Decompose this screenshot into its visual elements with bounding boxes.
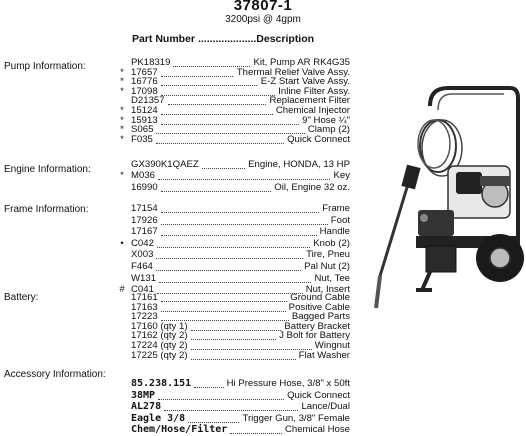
leader-dots [191,340,312,350]
part-number: 17098 [131,85,158,97]
leader-dots [161,311,289,321]
part-row [117,401,350,413]
part-description: Trigger Gun, 3/8" Female [242,412,350,424]
leader-dots [161,226,317,236]
part-description: Battery Bracket [284,320,350,332]
part-description: Positive Cable [288,301,350,313]
part-description: Hi Pressure Hose, 3/8" x 50ft [226,378,350,389]
part-number: Chem/Hose/Filter [131,424,228,436]
part-number: 17225 (qty 2) [131,349,188,361]
row-marker: * [120,114,124,126]
leader-dots [161,105,273,115]
part-description: Chemical Injector [275,105,350,116]
part-row [117,413,350,425]
part-number: 17162 (qty 2) [131,330,188,342]
part-description: Flat Washer [298,349,350,361]
leader-dots [191,350,296,360]
part-description: Replacement Filter [269,95,350,107]
part-row [117,390,350,402]
leader-dots [156,249,303,259]
part-number: 17154 [131,203,158,214]
leader-dots [173,57,249,67]
part-description: Frame [322,203,350,214]
section-label: Pump Information: [4,61,86,72]
model-number: 37807-1 [233,0,293,14]
part-description: Wingnut [314,340,350,351]
part-description: Inline Filter Assy. [278,85,350,97]
leader-dots [161,115,299,125]
part-number: 15124 [131,105,158,116]
leader-dots [159,273,311,283]
row-marker: * [120,85,124,97]
part-row [117,238,350,250]
leader-dots [156,124,304,134]
part-description: Clamp (2) [307,124,350,136]
leader-dots [161,215,328,225]
part-description: Nut, Tee [314,272,350,284]
part-description: Foot [330,214,350,226]
section-label: Accessory Information: [4,369,106,380]
part-number: 17223 [131,311,158,323]
part-row [117,159,350,171]
part-row [117,273,350,285]
part-description: 9" Hose ¼" [302,114,350,126]
part-description: Thermal Relief Valve Assy. [236,66,350,78]
part-description: E-Z Start Valve Assy. [260,76,350,88]
leader-dots [157,238,310,248]
part-description: Oil, Engine 32 oz. [274,181,350,193]
part-number: F464 [131,261,153,272]
part-description: Bagged Parts [291,311,350,323]
row-marker: * [120,76,124,88]
section-label: Engine Information: [4,164,91,175]
part-description: Knob (2) [313,237,350,249]
part-number: 16776 [131,76,158,88]
part-number: C041 [131,284,154,296]
leader-dots [191,330,277,340]
section-label: Frame Information: [4,204,89,215]
part-row [117,350,350,362]
leader-dots [158,390,284,400]
leader-dots [161,67,234,77]
leader-dots [191,321,282,331]
part-number: 16990 [131,181,158,193]
part-number-header: Part Number [132,33,196,45]
part-description: Key [333,170,350,182]
part-number: 17163 [131,301,158,313]
row-marker: * [120,124,124,136]
row-marker: * [120,105,124,116]
part-row [117,170,350,182]
part-description: Quick Connect [287,133,350,145]
row-marker: * [120,133,124,145]
part-number: D21357 [131,95,165,107]
part-description: Ground Cable [290,292,350,303]
part-description: J Bolt for Battery [279,330,350,342]
part-number: F035 [131,133,153,145]
description-header: Description [256,33,315,45]
part-number: 17224 (qty 2) [131,340,188,351]
part-number: 15913 [131,114,158,126]
part-description: Quick Connect [287,389,350,401]
leader-dots [230,424,282,434]
part-row [117,424,350,436]
pressure-washer-illustration [360,76,524,326]
part-number: 38MP [131,389,156,401]
part-row [117,203,350,215]
leader-dots [156,134,284,144]
part-row [117,182,350,194]
part-number: 85.238.151 [131,378,192,389]
part-description: Lance/Dual [301,401,350,413]
part-row [117,249,350,261]
leader-dots [161,203,320,213]
leader-dots [156,261,301,271]
row-marker: * [120,170,124,182]
leader-dots [161,86,275,96]
part-number: M036 [131,170,155,182]
part-number: 17161 [131,292,158,303]
part-row [117,378,350,390]
part-description: Kit, Pump AR RK4G35 [253,57,350,68]
part-number: X003 [131,249,154,261]
part-description: Chemical Hose [284,424,350,436]
section-label: Battery: [4,292,39,303]
part-row [117,226,350,238]
pressure-rating: 3200psi @ 4gpm [225,14,301,25]
part-number: AL278 [131,401,162,413]
leader-dots [168,95,267,105]
header-dots: .................... [197,33,257,45]
leader-dots [161,76,258,86]
part-number: C042 [131,237,154,249]
part-row [117,215,350,227]
leader-dots [158,170,330,180]
part-number: 17926 [131,214,158,226]
part-number: 17167 [131,226,158,238]
part-description: Pal Nut (2) [304,261,350,272]
part-number: 17160 (qty 1) [131,320,188,332]
row-marker: • [120,237,124,249]
leader-dots [194,378,223,388]
leader-dots [188,413,239,423]
part-description: Nut, Insert [305,284,350,296]
leader-dots [164,401,298,411]
part-row [117,134,350,146]
leader-dots [161,292,288,302]
row-marker: # [119,284,125,296]
part-description: Tire, Pneu [306,249,350,261]
part-description: Handle [319,226,350,238]
leader-dots [161,182,272,192]
leader-dots [202,159,245,169]
part-row [117,261,350,273]
part-description: Engine, HONDA, 13 HP [248,159,350,170]
part-number: W131 [131,272,157,284]
row-marker: * [120,66,124,78]
leader-dots [161,302,286,312]
part-number: GX390K1QAEZ [131,159,199,170]
part-number: PK18319 [131,57,171,68]
part-number: Eagle 3/8 [131,412,186,424]
part-number: S065 [131,124,154,136]
part-number: 17657 [131,66,158,78]
column-header [132,33,314,45]
